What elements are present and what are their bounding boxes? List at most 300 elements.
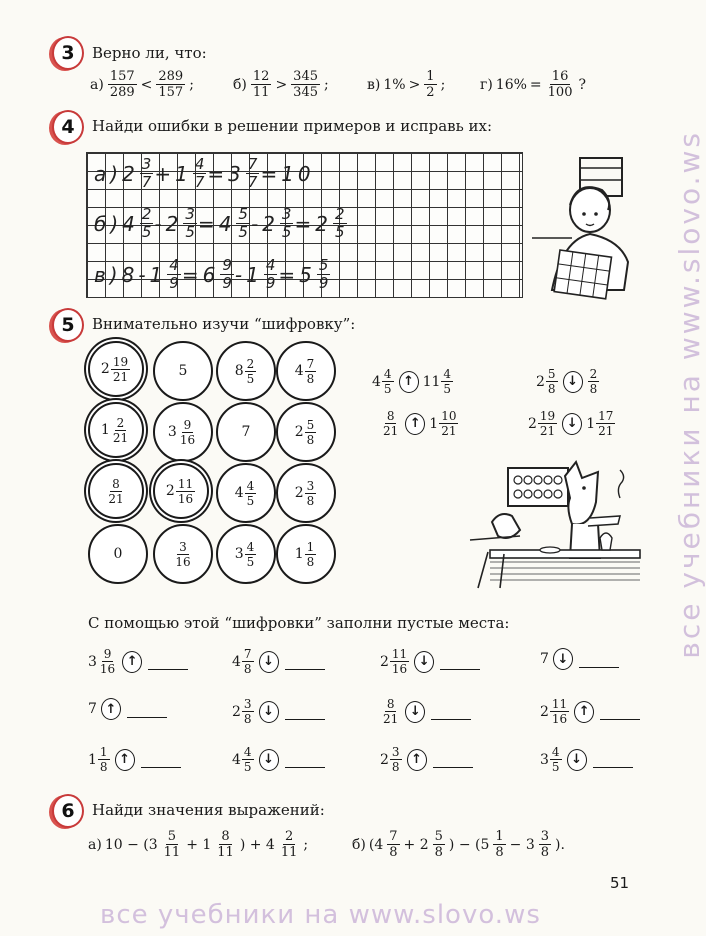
cipher-circle <box>216 402 276 462</box>
answer-blank[interactable] <box>600 703 640 720</box>
arrow-up-icon: ↑ <box>399 371 419 393</box>
fraction <box>140 207 154 240</box>
denominator: 8 <box>306 371 315 386</box>
answer-blank[interactable] <box>579 651 619 668</box>
cipher-circle <box>276 341 336 401</box>
whole: 5 <box>178 363 188 379</box>
fraction <box>245 541 257 568</box>
numerator: 2 <box>284 829 294 844</box>
mixed-number <box>232 648 255 675</box>
cipher-rule-4 <box>528 410 616 437</box>
task-3-item-c <box>367 70 445 99</box>
fraction <box>246 157 260 190</box>
mixed-number <box>295 358 318 385</box>
numerator: 289 <box>158 69 184 84</box>
denominator: 8 <box>434 845 443 860</box>
mixed-number <box>150 258 182 291</box>
denominator: 8 <box>540 845 550 860</box>
fraction <box>390 746 402 773</box>
task-5-title: Внимательно изучи “шифровку”: <box>92 315 356 333</box>
mixed-number <box>587 368 601 395</box>
fill-item <box>88 648 188 675</box>
denominator: 11 <box>280 845 298 860</box>
mixed-number <box>168 419 198 446</box>
cipher-circle <box>88 463 144 519</box>
operator: = <box>197 211 219 236</box>
numerator: 9 <box>103 647 112 661</box>
whole: 4 <box>232 653 241 670</box>
arrow-down-icon: ↓ <box>259 749 279 771</box>
numerator: 19 <box>112 354 129 369</box>
fraction <box>291 70 320 99</box>
arrow-up-icon: ↑ <box>122 651 142 673</box>
denominator: 2 <box>426 85 435 100</box>
fraction <box>546 70 575 99</box>
denominator: 157 <box>158 85 184 100</box>
fraction <box>242 746 254 773</box>
denominator: 8 <box>243 662 252 676</box>
fraction <box>305 541 317 568</box>
numerator: 11 <box>391 647 408 661</box>
mixed-number <box>232 698 255 725</box>
mixed-number <box>372 368 395 395</box>
arrow-down-icon: ↓ <box>405 701 425 723</box>
denominator: 9 <box>265 274 276 292</box>
fraction <box>173 541 192 568</box>
arrow-down-icon: ↓ <box>563 371 583 393</box>
punctuation: ; <box>189 76 194 93</box>
expression-part: ) − (5 <box>448 836 490 853</box>
arrow-down-icon: ↓ <box>553 648 573 670</box>
numerator: 10 <box>441 409 457 423</box>
numerator: 19 <box>539 409 556 423</box>
mixed-number <box>540 651 549 667</box>
denominator: 5 <box>443 382 452 396</box>
numerator: 4 <box>169 256 179 274</box>
mixed-number <box>101 356 131 383</box>
denominator: 345 <box>293 85 318 100</box>
fraction <box>305 419 317 446</box>
numerator: 5 <box>318 256 329 274</box>
arrow-up-icon: ↑ <box>407 749 427 771</box>
cipher-circle <box>153 341 213 401</box>
task-6-item-a <box>88 830 308 859</box>
fill-item <box>540 648 619 670</box>
numerator: 8 <box>386 409 395 423</box>
cipher-circle <box>153 463 209 519</box>
fraction <box>538 410 557 437</box>
denominator: 9 <box>169 274 179 292</box>
operator: = <box>207 161 229 186</box>
fill-item <box>540 746 633 773</box>
whole: 0 <box>113 546 123 562</box>
mixed-number <box>166 478 196 505</box>
mixed-number <box>586 410 616 437</box>
arrow-up-icon: ↑ <box>115 749 135 771</box>
mixed-number <box>380 410 401 437</box>
operator: = <box>529 76 542 93</box>
denominator: 8 <box>389 845 398 860</box>
whole: 7 <box>241 424 251 440</box>
operator: > <box>408 76 421 93</box>
whole: 1 <box>294 546 304 562</box>
denominator: 21 <box>539 424 556 438</box>
punctuation: ? <box>578 76 586 93</box>
mixed-number <box>528 410 558 437</box>
fraction <box>167 258 181 291</box>
numerator: 4 <box>265 256 276 274</box>
numerator: 2 <box>116 415 125 430</box>
numerator: 3 <box>281 205 292 223</box>
denominator: 5 <box>246 493 255 508</box>
item-label: а) <box>88 836 102 853</box>
mixed-number <box>101 417 131 444</box>
fraction <box>305 480 317 507</box>
result: 10 <box>281 161 315 186</box>
whole: 3 <box>234 546 244 562</box>
item-label: б) <box>352 836 366 853</box>
whole: 2 <box>294 424 304 440</box>
cipher-circle <box>276 463 336 523</box>
mixed-number <box>242 424 251 440</box>
punctuation: ; <box>303 836 309 853</box>
cipher-rule-3 <box>380 410 459 437</box>
answer-blank[interactable] <box>141 751 181 768</box>
mixed-number <box>122 157 154 190</box>
fill-item <box>232 648 325 675</box>
numerator: 5 <box>238 205 248 223</box>
fraction <box>279 830 300 859</box>
numerator: 17 <box>598 409 614 423</box>
denominator: 5 <box>141 223 152 241</box>
grid-row-a <box>94 157 315 190</box>
cipher-rule-1 <box>372 368 454 395</box>
numerator: 3 <box>391 745 400 759</box>
fraction <box>305 358 317 385</box>
bottom-watermark: все учебники на www.slovo.ws <box>100 900 541 930</box>
denominator: 289 <box>109 85 135 100</box>
mixed-number <box>175 157 207 190</box>
fraction <box>280 207 294 240</box>
whole: 2 <box>165 211 183 236</box>
denominator: 100 <box>547 85 573 100</box>
fill-item <box>540 698 640 725</box>
denominator: 8 <box>243 712 252 726</box>
fill-item <box>232 746 325 773</box>
whole: 4 <box>218 211 236 236</box>
fraction <box>596 410 615 437</box>
girl-illustration <box>532 150 642 300</box>
task-3-badge <box>52 36 84 70</box>
fraction <box>245 358 257 385</box>
whole: 3 <box>167 424 177 440</box>
task-number: 5 <box>61 314 75 336</box>
fraction <box>178 419 197 446</box>
expression-part: 10 − (3 <box>104 836 158 853</box>
answer-blank[interactable] <box>440 653 480 670</box>
grid-row-c <box>94 258 331 291</box>
task-5-badge <box>52 308 84 342</box>
whole: 2 <box>536 373 545 390</box>
answer-blank[interactable] <box>431 703 471 720</box>
cipher-circle <box>216 524 276 584</box>
denominator: 21 <box>108 491 124 506</box>
whole: 3 <box>540 751 549 768</box>
cafe-illustration <box>470 458 640 588</box>
cipher-circle <box>88 524 148 584</box>
whole: 2 <box>315 211 332 236</box>
numerator: 11 <box>177 476 194 491</box>
denominator: 9 <box>222 274 232 292</box>
arrow-up-icon: ↑ <box>101 698 121 720</box>
whole: 2 <box>540 703 549 720</box>
fraction <box>381 698 400 725</box>
mixed-number <box>299 258 331 291</box>
fraction <box>251 70 272 99</box>
denominator: 5 <box>281 223 292 241</box>
expression-part: + 1 <box>186 836 212 853</box>
arrow-down-icon: ↓ <box>259 651 279 673</box>
mixed-number <box>423 368 454 395</box>
task-5-fill-title: С помощью этой “шифровки” заполни пустые места: <box>88 614 510 632</box>
mixed-number <box>295 419 318 446</box>
task-number: 3 <box>61 42 75 64</box>
numerator: 345 <box>293 69 318 84</box>
numerator: 157 <box>109 69 135 84</box>
whole: 8 <box>121 262 139 287</box>
denominator: 5 <box>238 223 248 241</box>
whole: 2 <box>262 211 279 236</box>
mixed-number <box>315 207 347 240</box>
task-4-badge <box>52 110 84 144</box>
numerator: 7 <box>389 829 398 844</box>
task-3-item-b <box>233 70 329 99</box>
denominator: 5 <box>246 554 255 569</box>
percent-value: 1% <box>383 76 406 93</box>
answer-blank[interactable] <box>433 751 473 768</box>
operator: = <box>181 262 203 287</box>
fraction <box>162 830 183 859</box>
mixed-number <box>232 746 255 773</box>
numerator: 4 <box>243 745 252 759</box>
mixed-number <box>262 207 294 240</box>
fraction <box>245 480 257 507</box>
mixed-number <box>88 746 111 773</box>
cipher-circle <box>153 524 213 584</box>
whole: 2 <box>165 483 175 499</box>
fraction <box>111 356 130 383</box>
fill-item <box>380 746 473 773</box>
expression-part: ) + 4 <box>239 836 275 853</box>
whole: 1 <box>100 422 110 438</box>
numerator: 4 <box>383 367 392 381</box>
fraction <box>441 368 453 395</box>
fraction <box>193 157 207 190</box>
mixed-number <box>114 546 123 562</box>
numerator: 8 <box>386 697 395 711</box>
numerator: 11 <box>551 697 568 711</box>
fill-item <box>380 698 471 725</box>
fill-item <box>232 698 325 725</box>
denominator: 5 <box>383 382 392 396</box>
mixed-number <box>219 207 251 240</box>
denominator: 16 <box>179 432 196 447</box>
denominator: 5 <box>243 760 252 774</box>
operator: - <box>234 262 247 287</box>
numerator: 5 <box>167 829 177 844</box>
fraction <box>493 830 505 859</box>
percent-value: 16% <box>495 76 527 93</box>
numerator: 7 <box>247 155 258 173</box>
cipher-circle <box>276 402 336 462</box>
whole: 1 <box>429 415 439 432</box>
answer-blank[interactable] <box>148 653 188 670</box>
mixed-number <box>235 358 258 385</box>
mixed-number <box>88 701 97 717</box>
mixed-number <box>246 258 278 291</box>
task-3-item-d <box>480 70 586 99</box>
whole: 4 <box>372 373 381 390</box>
numerator: 12 <box>252 69 270 84</box>
expression-part: − 3 <box>509 836 535 853</box>
numerator: 4 <box>194 155 205 173</box>
whole: 4 <box>122 211 139 236</box>
punctuation: ). <box>555 836 565 853</box>
item-label: в) <box>94 262 122 287</box>
whole: 3 <box>228 161 245 186</box>
fill-item <box>88 746 181 773</box>
fraction <box>108 70 137 99</box>
whole: 2 <box>380 751 389 768</box>
answer-blank[interactable] <box>127 701 167 718</box>
numerator: 7 <box>306 356 315 371</box>
fraction <box>98 746 110 773</box>
item-label: б) <box>233 76 247 93</box>
numerator: 3 <box>179 539 187 554</box>
mixed-number <box>540 746 563 773</box>
answer-blank[interactable] <box>593 751 633 768</box>
numerator: 3 <box>243 697 252 711</box>
arrow-up-icon: ↑ <box>574 701 594 723</box>
arrow-down-icon: ↓ <box>567 749 587 771</box>
operator: = <box>294 211 316 236</box>
numerator: 3 <box>141 155 152 173</box>
numerator: 1 <box>306 539 315 554</box>
mixed-number <box>172 541 193 568</box>
denominator: 16 <box>177 491 194 506</box>
answer-blank[interactable] <box>285 703 325 720</box>
fraction <box>98 648 117 675</box>
denominator: 8 <box>391 760 400 774</box>
mixed-number <box>228 157 260 190</box>
fraction <box>546 368 558 395</box>
whole: 4 <box>234 485 244 501</box>
task-4-title: Найди ошибки в решении примеров и исправь их: <box>92 117 493 135</box>
operator: - <box>154 211 166 236</box>
operator: = <box>278 262 300 287</box>
fraction <box>156 70 185 99</box>
numerator: 2 <box>589 367 598 381</box>
fraction <box>550 746 562 773</box>
numerator: 3 <box>306 478 315 493</box>
mixed-number <box>105 478 126 505</box>
numerator: 1 <box>99 745 108 759</box>
operator: + <box>154 161 176 186</box>
operator: > <box>275 76 288 93</box>
denominator: 5 <box>334 223 345 241</box>
fraction <box>242 698 254 725</box>
arrow-down-icon: ↓ <box>259 701 279 723</box>
task-6-item-b <box>352 830 565 859</box>
numerator: 3 <box>185 205 195 223</box>
item-label: а) <box>90 76 104 93</box>
whole: 2 <box>232 703 241 720</box>
mixed-number <box>295 541 318 568</box>
whole: 1 <box>586 415 596 432</box>
whole: 11 <box>422 373 441 390</box>
cipher-circle <box>88 402 144 458</box>
page-number: 51 <box>610 874 630 892</box>
punctuation: ; <box>324 76 329 93</box>
task-number: 6 <box>61 800 75 822</box>
whole: 1 <box>149 262 167 287</box>
numerator: 4 <box>246 539 255 554</box>
task-6-badge <box>52 794 84 828</box>
operator: - <box>250 211 263 236</box>
fraction <box>390 648 409 675</box>
denominator: 5 <box>185 223 195 241</box>
denominator: 8 <box>99 760 108 774</box>
denominator: 7 <box>247 173 258 191</box>
cipher-circle <box>153 402 213 462</box>
denominator: 8 <box>306 554 315 569</box>
item-label: б) <box>94 211 123 236</box>
whole: 6 <box>202 262 220 287</box>
fraction <box>317 258 331 291</box>
denominator: 11 <box>163 845 181 860</box>
whole: 1 <box>246 262 263 287</box>
mixed-number <box>122 207 154 240</box>
denominator: 21 <box>598 424 614 438</box>
answer-blank[interactable] <box>285 751 325 768</box>
task-6-title: Найди значения выражений: <box>92 801 325 819</box>
whole: 2 <box>100 361 110 377</box>
task-3-title: Верно ли, что: <box>92 44 207 62</box>
fraction <box>242 648 254 675</box>
denominator: 7 <box>194 173 205 191</box>
mixed-number <box>429 410 459 437</box>
cipher-circle <box>216 463 276 523</box>
fraction <box>382 368 394 395</box>
numerator: 4 <box>551 745 560 759</box>
mixed-number <box>166 207 198 240</box>
denominator: 16 <box>175 554 191 569</box>
answer-blank[interactable] <box>285 653 325 670</box>
mixed-number <box>235 480 258 507</box>
numerator: 7 <box>243 647 252 661</box>
whole: 2 <box>294 485 304 501</box>
whole: 7 <box>88 701 97 717</box>
denominator: 11 <box>217 845 234 860</box>
fraction <box>215 830 236 859</box>
item-label: г) <box>480 76 493 93</box>
numerator: 1 <box>495 829 504 844</box>
numerator: 9 <box>222 256 232 274</box>
denominator: 9 <box>318 274 329 292</box>
item-label: в) <box>367 76 381 93</box>
fraction <box>176 478 195 505</box>
mixed-number <box>235 541 258 568</box>
